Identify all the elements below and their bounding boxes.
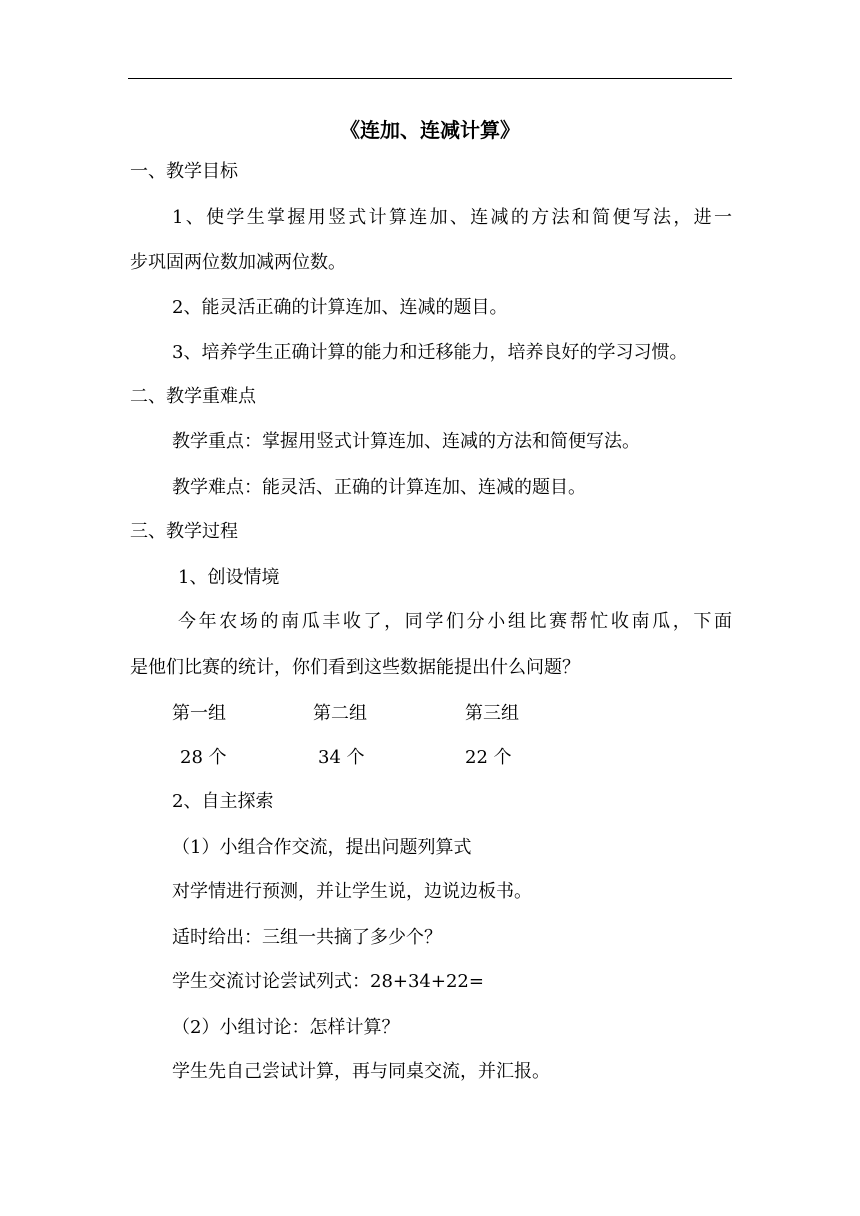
step-1-title: 1、创设情境 bbox=[178, 567, 280, 588]
difficult-point: 教学难点：能灵活、正确的计算连加、连减的题目。 bbox=[172, 477, 586, 498]
objective-2: 2、能灵活正确的计算连加、连减的题目。 bbox=[172, 297, 508, 318]
sub-step-1-title: （1）小组合作交流，提出问题列算式 bbox=[172, 837, 472, 858]
group-3-count: 22 个 bbox=[465, 747, 512, 768]
sub-step-1-line-2: 适时给出：三组一共摘了多少个？ bbox=[172, 927, 442, 948]
objective-1-line-1: 1、使学生掌握用竖式计算连加、连减的方法和简便写法，进一 bbox=[172, 207, 732, 228]
header-rule bbox=[128, 78, 732, 79]
objective-1-line-2: 步巩固两位数加减两位数。 bbox=[130, 252, 346, 273]
group-3-name: 第三组 bbox=[465, 703, 519, 724]
group-1-name: 第一组 bbox=[172, 703, 226, 724]
key-point: 教学重点：掌握用竖式计算连加、连减的方法和简便写法。 bbox=[172, 431, 640, 452]
group-2-count: 34 个 bbox=[318, 747, 365, 768]
sub-step-2-line-1: 学生先自己尝试计算，再与同桌交流，并汇报。 bbox=[172, 1061, 550, 1082]
objective-3: 3、培养学生正确计算的能力和迁移能力，培养良好的学习习惯。 bbox=[172, 342, 688, 363]
sub-step-2-title: （2）小组讨论：怎样计算？ bbox=[172, 1017, 400, 1038]
section-heading-key-points: 二、教学重难点 bbox=[130, 386, 256, 407]
section-heading-process: 三、教学过程 bbox=[130, 521, 238, 542]
sub-step-1-line-3: 学生交流讨论尝试列式：28+34+22= bbox=[172, 971, 484, 992]
group-1-count: 28 个 bbox=[180, 747, 227, 768]
sub-step-1-line-1: 对学情进行预测，并让学生说，边说边板书。 bbox=[172, 881, 532, 902]
scenario-line-2: 是他们比赛的统计，你们看到这些数据能提出什么问题？ bbox=[130, 657, 580, 678]
document-title: 《连加、连减计算》 bbox=[340, 118, 520, 142]
section-heading-objectives: 一、教学目标 bbox=[130, 161, 238, 182]
scenario-line-1: 今年农场的南瓜丰收了，同学们分小组比赛帮忙收南瓜，下面 bbox=[178, 611, 732, 632]
group-2-name: 第二组 bbox=[313, 703, 367, 724]
step-2-title: 2、自主探索 bbox=[172, 791, 274, 812]
